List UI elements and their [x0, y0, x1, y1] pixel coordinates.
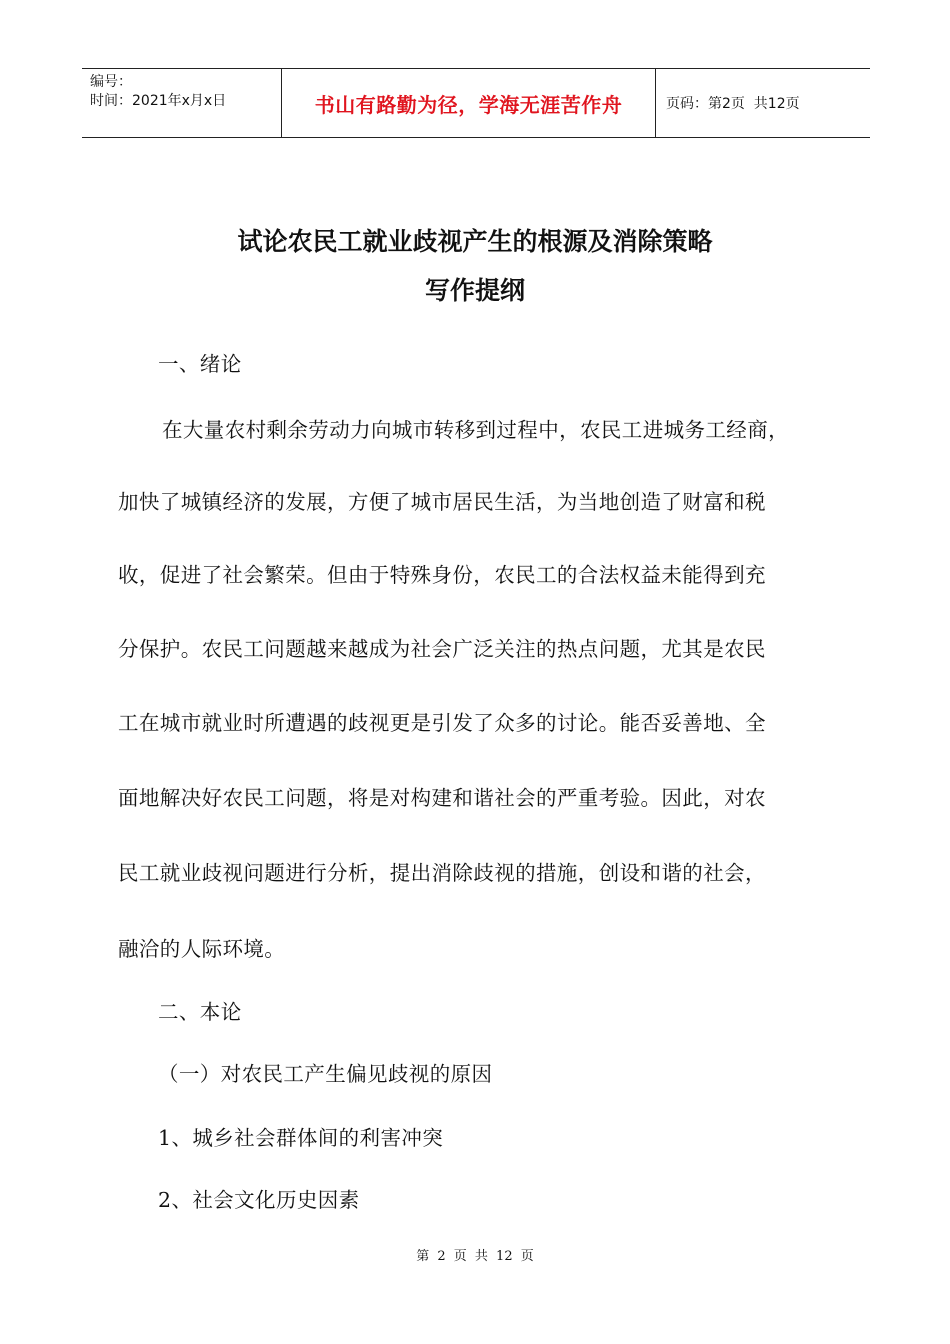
section-heading-introduction: 一、绪论 — [158, 352, 242, 376]
paragraph-line: 加快了城镇经济的发展，方便了城市居民生活，为当地创造了财富和税 — [118, 490, 766, 514]
paragraph-line: 民工就业歧视问题进行分析，提出消除歧视的措施，创设和谐的社会， — [118, 861, 766, 885]
motto-text: 书山有路勤为径，学海无涯苦作舟 — [314, 92, 623, 117]
document-header — [82, 68, 870, 138]
document-subtitle: 写作提纲 — [424, 276, 525, 305]
paragraph-line: 融洽的人际环境。 — [118, 937, 286, 961]
list-item: 1、城乡社会群体间的利害冲突 — [158, 1126, 444, 1150]
paragraph-line: 分保护。农民工问题越来越成为社会广泛关注的热点问题，尤其是农民 — [118, 637, 766, 661]
number-label: 编号： — [90, 74, 132, 90]
section-heading-main: 二、本论 — [158, 1000, 242, 1024]
subsection-heading: （一）对农民工产生偏见歧视的原因 — [158, 1062, 493, 1086]
paragraph-line: 面地解决好农民工问题，将是对构建和谐社会的严重考验。因此，对农 — [118, 786, 766, 810]
paragraph-line: 在大量农村剩余劳动力向城市转移到过程中，农民工进城务工经商， — [162, 418, 789, 442]
paragraph-line: 收，促进了社会繁荣。但由于特殊身份，农民工的合法权益未能得到充 — [118, 563, 766, 587]
time-label: 时间：2021年x月x日 — [90, 93, 227, 109]
paragraph-line: 工在城市就业时所遭遇的歧视更是引发了众多的讨论。能否妥善地、全 — [118, 711, 766, 735]
page-footer: 第 2 页 共 12 页 — [416, 1249, 534, 1264]
list-item: 2、社会文化历史因素 — [158, 1188, 360, 1212]
header-meta-cell — [82, 69, 282, 137]
document-title: 试论农民工就业歧视产生的根源及消除策略 — [237, 227, 713, 256]
header-page-cell — [656, 69, 870, 137]
header-motto-cell — [282, 69, 656, 137]
page-info: 页码：第2页 共12页 — [666, 96, 800, 112]
